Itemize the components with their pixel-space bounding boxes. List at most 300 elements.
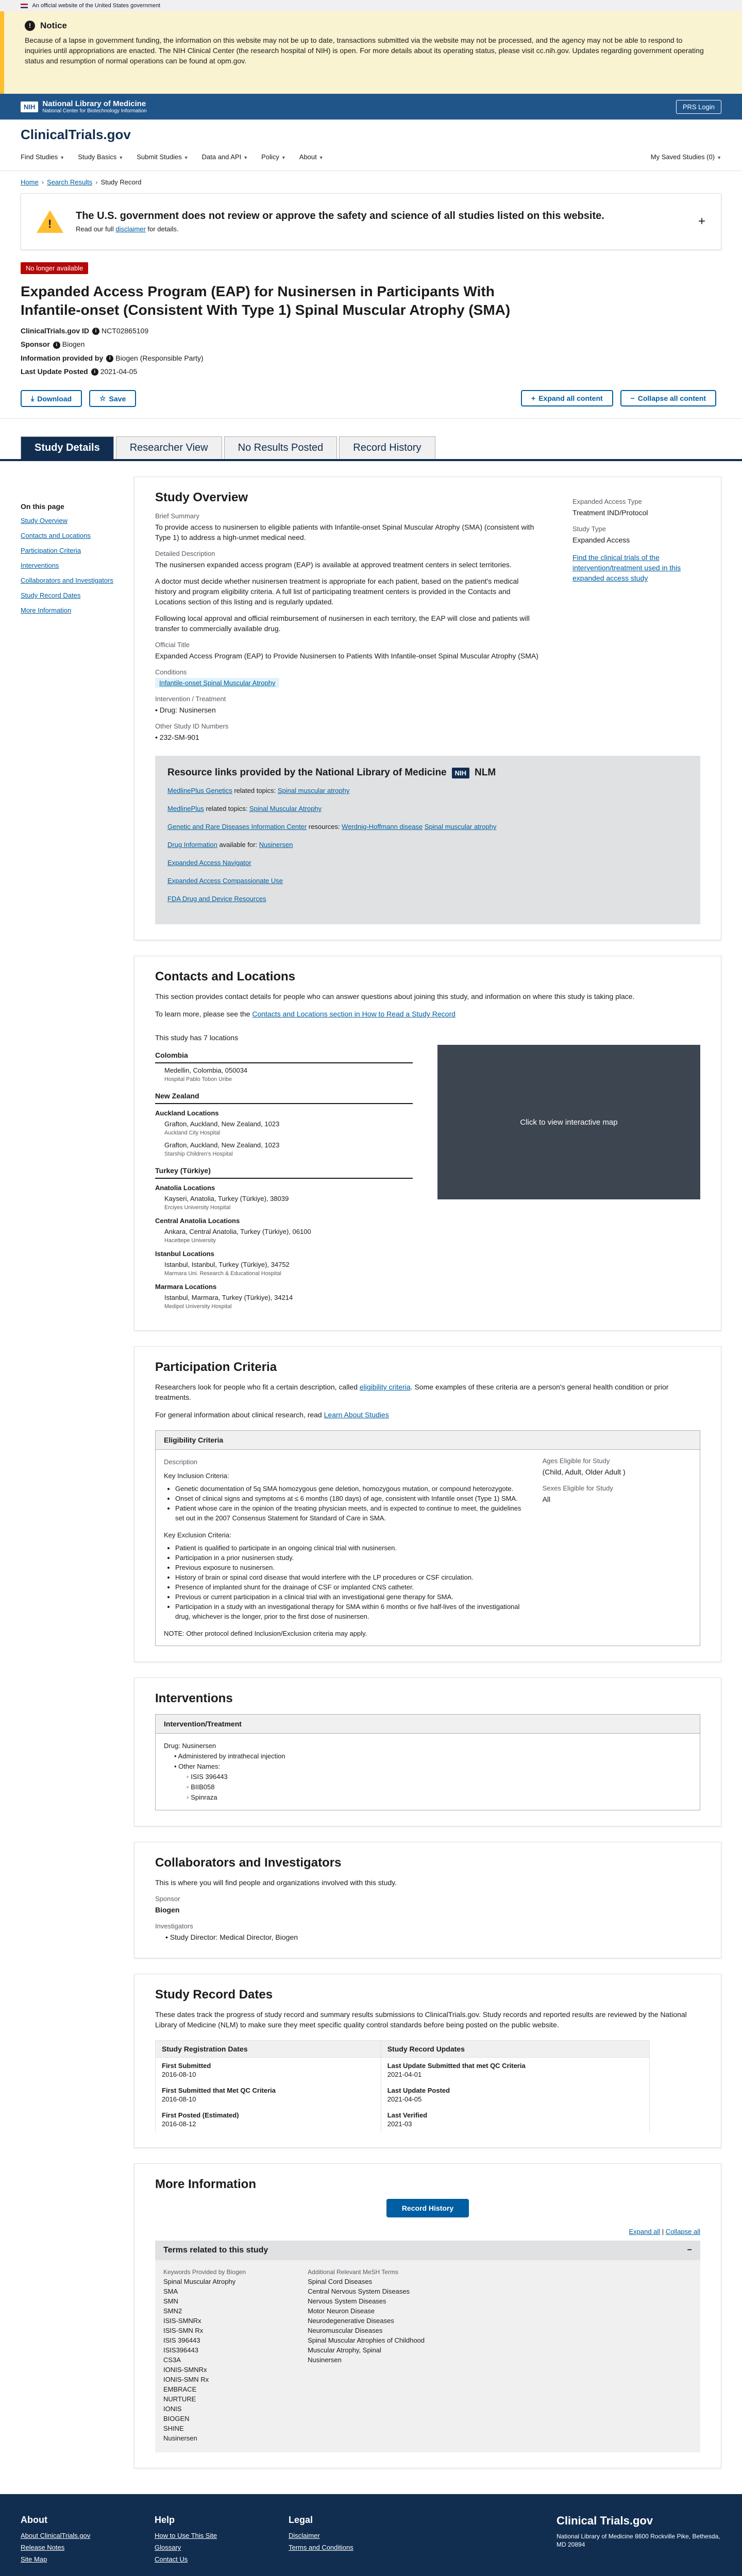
sponsor-label: Sponsor — [21, 340, 50, 349]
other-names-label: • Other Names: — [174, 1762, 221, 1771]
date-label: First Posted (Estimated) — [162, 2111, 239, 2120]
last-update-label: Last Update Posted — [21, 367, 88, 376]
last-update-line — [21, 367, 721, 376]
footer-link[interactable]: How to Use This Site — [155, 2532, 217, 2540]
footer-legal-title: Legal — [289, 2515, 313, 2526]
record-dates-section — [134, 1974, 721, 2148]
study-header — [0, 250, 742, 376]
exclusion-title: Key Exclusion Criteria: — [164, 1531, 231, 1539]
admin-text: Administered by intrathecal injection — [178, 1752, 285, 1760]
mesh-heading: Additional Relevant MeSH Terms — [308, 2268, 398, 2276]
keyword-item: IONIS-SMN Rx — [163, 2376, 209, 2384]
find-trials-link[interactable]: Find the clinical trials of the intervention/treatment used in this expanded access study — [572, 553, 681, 583]
sponsor-value: Biogen — [155, 1906, 180, 1914]
overview-grid — [155, 490, 700, 742]
nih-logo-icon: NIH — [452, 768, 469, 778]
study-id: NCT02865109 — [102, 327, 149, 335]
section-title: Interventions — [155, 1691, 233, 1706]
section-title: Participation Criteria — [155, 1360, 277, 1375]
collaborators-section — [134, 1842, 721, 1958]
intervention-body — [156, 1734, 700, 1810]
nav-submit-studies[interactable] — [137, 153, 188, 161]
site-name: Auckland City Hospital — [164, 1130, 221, 1137]
map-label: Click to view interactive map — [520, 1117, 618, 1127]
admin-item: • Administered by intrathecal injection — [174, 1752, 285, 1760]
location-country[interactable]: Turkey (Türkiye) — [155, 1163, 413, 1179]
minus-icon: − — [630, 394, 635, 403]
keyword-item: NURTURE — [163, 2395, 196, 2403]
sponsor-name: Biogen — [62, 340, 85, 349]
record-history-button[interactable]: Record History — [386, 2199, 469, 2217]
dates-table — [155, 2040, 650, 2132]
terms-header[interactable] — [155, 2241, 700, 2260]
footer-link[interactable]: Glossary — [155, 2544, 181, 2552]
nav-data-api[interactable] — [202, 153, 248, 161]
inclusion-item: • Onset of clinical signs and symptoms at ≤ 6 months (180 days) of age, consistent with Infantile onset (Type 1) SMA. — [175, 1494, 522, 1503]
tab-study-details[interactable]: Study Details — [21, 436, 114, 459]
actions-bar — [0, 381, 742, 419]
status-badge: No longer available — [21, 262, 88, 274]
learn-prefix: To learn more, please see the — [155, 1010, 250, 1019]
overview-side — [572, 490, 696, 742]
other-name: BIIB058 — [191, 1783, 215, 1791]
nav-item-contacts[interactable]: Contacts and Locations — [21, 532, 91, 540]
date-label: First Submitted — [162, 2062, 211, 2070]
contacts-learn — [155, 1009, 700, 1019]
expand-all-button[interactable] — [521, 390, 613, 406]
date-value: 2021-03 — [387, 2120, 412, 2128]
dates-body — [156, 2058, 650, 2132]
collaborators-intro: This is where you will find people and organizations involved with this study. — [155, 1878, 397, 1887]
location-country[interactable]: New Zealand — [155, 1089, 413, 1104]
footer-link[interactable]: Release Notes — [21, 2544, 65, 2552]
dates-cell — [156, 2107, 381, 2132]
date-value: 2021-04-01 — [387, 2071, 422, 2079]
dates-intro: These dates track the progress of study record and summary results submissions to ClinicalTrials.gov. Study records and reported results are reviewed by the National Library of Medicine (NLM) to make sure they meet specific quality control standards before being posted on the public website. — [155, 2010, 687, 2029]
location-city-group: Anatolia Locations — [155, 1184, 215, 1192]
investigator-name: Study Director: Medical Director, Biogen — [170, 1933, 298, 1942]
keyword-item: Nusinersen — [163, 2434, 197, 2443]
date-label: First Submitted that Met QC Criteria — [162, 2087, 276, 2095]
terms-body — [155, 2260, 700, 2452]
nlm-resource-list — [167, 787, 688, 903]
warning-icon: ! — [25, 21, 35, 31]
sponsor-line — [21, 340, 721, 348]
nlm-resource-link[interactable]: MedlinePlus Genetics — [167, 787, 232, 795]
footer-about-title: About — [21, 2515, 47, 2526]
nlm-resource-link[interactable]: FDA Drug and Device Resources — [167, 895, 266, 903]
keyword-item: EMBRACE — [163, 2385, 197, 2394]
disclaimer-title: The U.S. government does not review or approve the safety and science of all studies listed on this website. — [76, 210, 604, 222]
nlm-resource-topic[interactable]: Spinal muscular atrophy — [424, 823, 497, 831]
dates-row — [156, 2082, 650, 2107]
sexes-value: All — [542, 1495, 551, 1504]
location-site[interactable] — [164, 1141, 413, 1158]
nlm-resources-box — [155, 756, 700, 924]
nav-item-dates[interactable]: Study Record Dates — [21, 591, 81, 600]
eligibility-header: Eligibility Criteria — [156, 1431, 700, 1450]
expand-all-label: Expand all content — [538, 394, 603, 403]
info-icon[interactable]: i — [92, 328, 99, 335]
disclaimer-banner — [21, 193, 721, 250]
footer-about — [21, 2515, 155, 2576]
us-flag-icon — [21, 4, 28, 8]
eligibility-box — [155, 1430, 700, 1646]
nav-policy[interactable] — [261, 153, 286, 161]
nav-item-collaborators[interactable]: Collaborators and Investigators — [21, 577, 113, 585]
chevron-down-icon: ▼ — [717, 155, 721, 160]
nav-label: About — [299, 153, 317, 161]
footer-link[interactable]: Site Map — [21, 2555, 47, 2564]
location-site[interactable] — [164, 1294, 413, 1311]
download-label: Download — [37, 394, 72, 403]
terms-box — [155, 2241, 700, 2452]
dates-cell — [156, 2082, 381, 2107]
bookmark-icon: ☆ — [99, 394, 106, 403]
site-name: Medipol University Hospital — [164, 1303, 232, 1310]
sponsor-label: Sponsor — [155, 1895, 180, 1903]
location-site[interactable] — [164, 1261, 413, 1278]
nav-item-overview[interactable]: Study Overview — [21, 517, 68, 525]
footer-link[interactable]: Contact Us — [155, 2555, 188, 2564]
breadcrumb-current: Study Record — [100, 178, 142, 186]
location-country[interactable]: Colombia — [155, 1048, 413, 1063]
other-name: ISIS 396443 — [191, 1773, 228, 1781]
collapse-all-link[interactable]: Collapse all — [665, 2228, 700, 2236]
site-name: Marmara Uni. Research & Educational Hospital — [164, 1270, 281, 1277]
notice-title: Notice — [40, 21, 67, 30]
location-site[interactable] — [164, 1228, 413, 1245]
footer-brand — [556, 2515, 721, 2576]
site-address: Medellin, Colombia, 050034 — [164, 1066, 248, 1075]
inclusion-item: • Genetic documentation of 5q SMA homozygous gene deletion, homozygous mutation, or compound heterozygote. — [175, 1484, 522, 1494]
mesh-term-item: Spinal Cord Diseases — [308, 2278, 373, 2286]
mesh-column — [308, 2268, 425, 2444]
terms-title: Terms related to this study — [163, 2246, 268, 2255]
nlm-resource-row — [167, 859, 688, 867]
criteria-note: NOTE: Other protocol defined Inclusion/Exclusion criteria may apply. — [164, 1630, 367, 1638]
eligibility-description — [164, 1457, 522, 1638]
site-header — [0, 120, 742, 171]
info-icon[interactable]: i — [106, 355, 113, 362]
detailed-paragraph: The nusinersen expanded access program (EAP) is available at approved treatment centers in select territories. — [155, 561, 512, 569]
nav-label: Find Studies — [21, 153, 58, 161]
location-site[interactable] — [164, 1066, 413, 1083]
nlm-logo[interactable] — [21, 100, 147, 114]
expand-all-link[interactable]: Expand all — [629, 2228, 661, 2236]
disclaimer-text — [76, 225, 604, 233]
ages-label: Ages Eligible for Study — [542, 1457, 610, 1465]
inclusion-title: Key Inclusion Criteria: — [164, 1472, 229, 1480]
participation-intro — [155, 1382, 700, 1402]
mesh-term-item: Spinal Muscular Atrophies of Childhood — [308, 2336, 425, 2345]
notice-heading — [25, 21, 721, 31]
mesh-term-item: Nervous System Diseases — [308, 2297, 386, 2306]
keyword-item: IONIS-SMNRx — [163, 2366, 207, 2374]
mesh-term-item: Muscular Atrophy, Spinal — [308, 2346, 381, 2354]
minus-icon: − — [687, 2246, 692, 2255]
location-map[interactable] — [437, 1045, 700, 1199]
nlm-resource-mid: related topics: — [232, 787, 278, 795]
location-site[interactable] — [164, 1195, 413, 1212]
info-provided-line — [21, 354, 721, 362]
site-address: Ankara, Central Anatolia, Turkey (Türkiye), 06100 — [164, 1228, 311, 1236]
save-label: Save — [109, 394, 126, 403]
location-city-group: Istanbul Locations — [155, 1250, 214, 1258]
conditions-label: Conditions — [155, 668, 187, 676]
exclusion-item: • Previous exposure to nusinersen. — [175, 1563, 522, 1572]
keywords-list — [163, 2278, 246, 2442]
ea-type-label: Expanded Access Type — [572, 498, 642, 506]
plus-icon: + — [531, 394, 536, 403]
location-city-group: Central Anatolia Locations — [155, 1217, 240, 1225]
learn-link[interactable]: Contacts and Locations section in How to Read a Study Record — [252, 1010, 456, 1019]
countries — [155, 1048, 413, 1311]
investigator-item: • Study Director: Medical Director, Biogen — [165, 1933, 298, 1942]
nlm-resource-row — [167, 877, 688, 885]
dates-row — [156, 2058, 650, 2083]
detailed-paragraph: A doctor must decide whether nusinersen treatment is appropriate for each patient, based on the patient's medical history and program eligibility criteria. A full list of participating treatment centers is provided in the Contacts and Locations section of this listing and is regularly updated. — [155, 577, 519, 606]
brief-summary-label: Brief Summary — [155, 512, 199, 520]
nlm-resource-topic[interactable]: Spinal Muscular Atrophy — [249, 805, 322, 813]
study-type-label: Study Type — [572, 525, 606, 533]
mesh-term-item: Motor Neuron Disease — [308, 2307, 375, 2315]
site-address: Istanbul, Istanbul, Turkey (Türkiye), 34752 — [164, 1261, 290, 1269]
footer-logo[interactable]: Clinical Trials.gov — [556, 2514, 653, 2528]
breadcrumb — [0, 171, 742, 193]
site-address: Grafton, Auckland, New Zealand, 1023 — [164, 1120, 280, 1128]
keyword-item: SMN — [163, 2297, 178, 2306]
disclaimer-link[interactable]: disclaimer — [115, 225, 146, 233]
investigators-label: Investigators — [155, 1922, 193, 1930]
tab-record-history[interactable]: Record History — [339, 436, 435, 459]
chevron-down-icon: ▼ — [243, 155, 248, 160]
date-label: Last Verified — [387, 2111, 428, 2120]
collapse-all-label: Collapse all content — [637, 394, 706, 403]
section-title: Study Record Dates — [155, 1988, 273, 2002]
nlm-resource-topic[interactable]: Nusinersen — [259, 841, 293, 849]
gov-banner-text: An official website of the United States government — [32, 3, 161, 9]
keyword-item: ISIS 396443 — [163, 2336, 200, 2345]
chevron-down-icon: ▼ — [281, 155, 286, 160]
intro-suffix: . Some examples of these criteria are a person's general health condition or prior treatments. — [155, 1383, 669, 1402]
dates-col-updates: Study Record Updates — [381, 2041, 649, 2058]
keyword-item: ISIS-SMNRx — [163, 2317, 201, 2325]
nlm-resource-link[interactable]: Expanded Access Navigator — [167, 859, 251, 867]
last-update-value: 2021-04-05 — [100, 367, 138, 376]
other-name-item: ◦ Spinraza — [187, 1793, 217, 1802]
info-provided-label: Information provided by — [21, 353, 104, 362]
breadcrumb-separator: › — [41, 178, 44, 186]
nlm-resource-mid: available for: — [217, 841, 259, 849]
site-address: Grafton, Auckland, New Zealand, 1023 — [164, 1141, 280, 1149]
footer-link[interactable]: About ClinicalTrials.gov — [21, 2532, 91, 2540]
site-address: Kayseri, Anatolia, Turkey (Türkiye), 38039 — [164, 1195, 289, 1203]
disclaimer-prefix: Read our full — [76, 225, 114, 233]
site-footer — [0, 2494, 742, 2576]
official-title-label: Official Title — [155, 641, 190, 649]
contacts-locations-section — [134, 956, 721, 1331]
ea-type-value: Treatment IND/Protocol — [572, 509, 648, 517]
participation-criteria-section — [134, 1346, 721, 1662]
nlm-resource-mid: resources: — [307, 823, 342, 831]
nav-label: Submit Studies — [137, 153, 182, 161]
notice-text: Because of a lapse in government funding, the information on this website may not be up to date, transactions submitted via the website may not be processed, and the agency may not be able to respond to inquiries until appropriations are enacted. The NIH Clinical Center (the research hospital of NIH) is open. For more details about its operating status, please visit cc.nih.gov. Updates regarding government operating status and resumption of normal operations can be found at opm.gov. — [25, 36, 704, 65]
study-title: Expanded Access Program (EAP) for Nusinersen in Participants With Infantile-onset (Consistent With Type 1) Spinal Muscular Atrophy (SMA) — [21, 283, 511, 318]
location-city-group: Auckland Locations — [155, 1109, 219, 1117]
footer-link[interactable]: Terms and Conditions — [289, 2544, 353, 2552]
breadcrumb-search-results[interactable]: Search Results — [47, 178, 93, 186]
disclaimer-suffix: for details. — [147, 225, 179, 233]
location-site[interactable] — [164, 1120, 413, 1137]
eligibility-link[interactable]: eligibility criteria — [359, 1383, 411, 1392]
expand-icon[interactable]: + — [698, 214, 705, 228]
nav-label: Policy — [261, 153, 279, 161]
download-button[interactable] — [21, 390, 82, 407]
ages-value: (Child, Adult, Older Adult ) — [542, 1468, 626, 1477]
contacts-intro: This section provides contact details for people who can answer questions about joining this study, and information on where this study is taking place. — [155, 992, 635, 1001]
site-title[interactable]: ClinicalTrials.gov — [21, 127, 131, 142]
other-name-item: ◦ BIIB058 — [187, 1783, 215, 1791]
save-button[interactable] — [89, 390, 136, 407]
chevron-down-icon: ▼ — [60, 155, 65, 160]
condition-tag[interactable]: Infantile-onset Spinal Muscular Atrophy — [155, 678, 279, 688]
exclusion-list — [175, 1543, 522, 1621]
nlm-resource-row — [167, 805, 688, 812]
dates-row — [156, 2107, 650, 2132]
nlm-resource-topic[interactable]: Spinal muscular atrophy — [277, 787, 350, 795]
section-title: Study Overview — [155, 490, 248, 505]
learn-about-studies-link[interactable]: Learn About Studies — [324, 1411, 389, 1419]
footer-help-title: Help — [155, 2515, 175, 2526]
info-icon[interactable]: i — [53, 342, 60, 349]
other-ids-label: Other Study ID Numbers — [155, 722, 229, 731]
date-value: 2016-08-10 — [162, 2095, 196, 2104]
intro-prefix: Researchers look for people who fit a certain description, called — [155, 1383, 358, 1392]
footer-address: National Library of Medicine 8600 Rockville Pike, Bethesda, MD 20894 — [556, 2533, 720, 2549]
nav-item-interventions[interactable]: Interventions — [21, 562, 59, 570]
exclusion-item: • Patient is qualified to participate in an ongoing clinical trial with nusinersen. — [175, 1543, 522, 1553]
intervention-box — [155, 1714, 700, 1810]
exclusion-item: • Previous or current participation in a clinical trial with an investigational gene therapy for SMA. — [175, 1592, 522, 1602]
info-icon[interactable]: i — [91, 368, 98, 376]
footer-help — [155, 2515, 289, 2576]
collapse-all-button[interactable] — [620, 390, 716, 406]
more-info-section — [134, 2163, 721, 2468]
main-content — [0, 461, 742, 2484]
nlm-header — [0, 94, 742, 120]
nav-study-basics[interactable] — [78, 153, 123, 161]
chevron-down-icon: ▼ — [318, 155, 324, 160]
intervention-item: • Drug: Nusinersen — [155, 706, 216, 715]
official-title: Expanded Access Program (EAP) to Provide Nusinersen to Patients With Infantile-onset Spinal Muscular Atrophy (SMA) — [155, 652, 538, 660]
nav-item-more-info[interactable]: More Information — [21, 606, 72, 615]
participation-general — [155, 1410, 700, 1420]
date-label: Last Update Posted — [387, 2087, 450, 2095]
location-city-group: Marmara Locations — [155, 1283, 217, 1291]
footer-link[interactable]: Disclaimer — [289, 2532, 320, 2540]
site-name: Hacettepe University — [164, 1238, 216, 1244]
keyword-item: Spinal Muscular Atrophy — [163, 2278, 236, 2286]
other-id-item: • 232-SM-901 — [155, 733, 199, 742]
saved-studies-link[interactable] — [651, 153, 721, 161]
nav-find-studies[interactable] — [21, 153, 64, 161]
detailed-description-label: Detailed Description — [155, 550, 215, 558]
drug-name: Drug: Nusinersen — [164, 1742, 216, 1750]
detailed-paragraph: Following local approval and official reimbursement of nusinersen in each territory, the EAP will close and patients will transfer to commercially available drug. — [155, 614, 530, 633]
nlm-resource-row — [167, 823, 688, 831]
tab-researcher-view[interactable]: Researcher View — [116, 436, 222, 459]
nlm-resource-link[interactable]: Expanded Access Compassionate Use — [167, 877, 283, 885]
keyword-item: ISIS-SMN Rx — [163, 2327, 204, 2335]
study-overview-section — [134, 477, 721, 940]
nlm-resource-link[interactable]: Drug Information — [167, 841, 217, 849]
interventions-section — [134, 1677, 721, 1826]
dates-col-registration: Study Registration Dates — [156, 2041, 381, 2058]
section-title: Contacts and Locations — [155, 970, 296, 984]
prs-login-button[interactable]: PRS Login — [676, 100, 721, 114]
mesh-term-item: Nusinersen — [308, 2356, 342, 2364]
nlm-resource-row — [167, 895, 688, 903]
nlm-resources-title: Resource links provided by the National Library of Medicine — [167, 767, 447, 778]
date-value: 2016-08-12 — [162, 2120, 196, 2128]
on-this-page-title: On this page — [21, 502, 64, 511]
locations-count: This study has 7 locations — [155, 1033, 239, 1042]
nav-label: Study Basics — [78, 153, 117, 161]
nlm-name: National Library of Medicine — [42, 99, 146, 108]
intervention-name: Drug: Nusinersen — [159, 706, 216, 715]
exclusion-item: • History of brain or spinal cord disease that would interfere with the LP procedures or CSF circulation. — [175, 1572, 522, 1582]
exclusion-item: • Presence of implanted shunt for the drainage of CSF or implanted CNS catheter. — [175, 1582, 522, 1592]
breadcrumb-home[interactable]: Home — [21, 178, 39, 186]
tab-results[interactable]: No Results Posted — [224, 436, 338, 459]
keywords-heading: Keywords Provided by Biogen — [163, 2268, 246, 2276]
nlm-resource-link[interactable]: MedlinePlus — [167, 805, 204, 813]
keyword-item: SMA — [163, 2287, 178, 2296]
keyword-item: SMN2 — [163, 2307, 182, 2315]
mesh-term-item: Central Nervous System Diseases — [308, 2287, 410, 2296]
keyword-item: ISIS396443 — [163, 2346, 198, 2354]
general-prefix: For general information about clinical research, read — [155, 1411, 322, 1419]
nav-item-participation[interactable]: Participation Criteria — [21, 547, 81, 555]
keyword-item: BIOGEN — [163, 2415, 190, 2423]
other-name: Spinraza — [191, 1793, 217, 1802]
date-value: 2021-04-05 — [387, 2095, 422, 2104]
dates-cell — [381, 2082, 649, 2107]
sexes-label: Sexes Eligible for Study — [542, 1484, 613, 1493]
study-id-label: ClinicalTrials.gov ID — [21, 327, 90, 335]
dates-cell — [156, 2058, 381, 2083]
record-tabs — [0, 419, 742, 461]
caution-icon: ! — [37, 210, 63, 233]
expand-collapse-links: Expand all | Collapse all — [629, 2228, 700, 2236]
nlm-resource-link[interactable]: Genetic and Rare Diseases Information Center — [167, 823, 307, 831]
dates-cell — [381, 2107, 649, 2132]
keywords-column — [163, 2268, 246, 2444]
nlm-subtitle: National Center for Biotechnology Information — [42, 108, 147, 114]
dates-cell — [381, 2058, 649, 2083]
nav-label: Data and API — [201, 153, 242, 161]
other-names-text: Other Names: — [178, 1762, 221, 1771]
mesh-term-item: Neurodegenerative Diseases — [308, 2317, 394, 2325]
on-this-page-nav — [21, 477, 134, 2484]
chevron-down-icon: ▼ — [119, 155, 124, 160]
breadcrumb-separator: › — [95, 178, 98, 186]
nlm-resource-topic[interactable]: Werdnig-Hoffmann disease — [342, 823, 423, 831]
section-title: More Information — [155, 2177, 256, 2192]
nav-about[interactable] — [299, 153, 324, 161]
keyword-item: IONIS — [163, 2405, 182, 2413]
